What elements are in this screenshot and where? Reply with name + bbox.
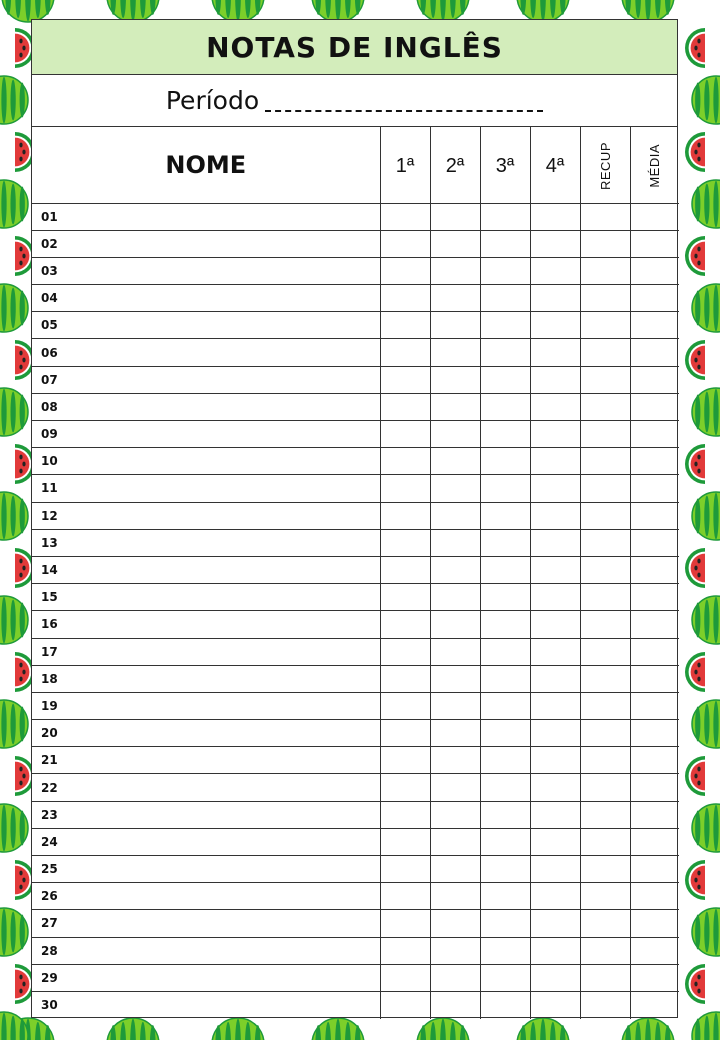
grade-term-1-cell[interactable]	[380, 611, 430, 638]
grade-term-4-cell[interactable]	[530, 801, 580, 828]
grade-recup-cell[interactable]	[580, 692, 630, 719]
grade-term-4-cell[interactable]	[530, 747, 580, 774]
watermelon-icon	[107, 1018, 159, 1040]
grade-term-3-cell[interactable]	[480, 828, 530, 855]
grade-media-cell[interactable]	[630, 393, 679, 420]
grade-term-2-cell[interactable]	[430, 747, 480, 774]
grade-term-1-cell[interactable]	[380, 257, 430, 284]
student-name-cell[interactable]: 17	[32, 638, 380, 665]
table-row	[32, 339, 679, 366]
watermelon-icon	[0, 1012, 28, 1040]
grade-term-3-cell[interactable]	[480, 339, 530, 366]
grade-term-1-cell[interactable]	[380, 801, 430, 828]
grade-term-4-cell[interactable]	[530, 964, 580, 991]
watermelon-slice-icon	[685, 340, 705, 380]
table-row	[32, 502, 679, 529]
header-media-label: MÉDIA	[647, 143, 663, 188]
grade-term-1-cell[interactable]	[380, 421, 430, 448]
student-name-cell[interactable]: 25	[32, 856, 380, 883]
grade-term-3-cell[interactable]	[480, 910, 530, 937]
grade-term-3-cell[interactable]	[480, 393, 530, 420]
watermelon-icon	[0, 492, 28, 540]
grade-term-3-cell[interactable]	[480, 720, 530, 747]
grade-term-2-cell[interactable]	[430, 556, 480, 583]
student-name-cell[interactable]: 23	[32, 801, 380, 828]
watermelon-icon	[692, 492, 720, 540]
grade-term-3-cell[interactable]	[480, 883, 530, 910]
grade-term-1-cell[interactable]	[380, 366, 430, 393]
grades-table	[32, 127, 679, 1019]
table-row	[32, 285, 679, 312]
grade-media-cell[interactable]	[630, 964, 679, 991]
header-term-3-label: 3ª	[495, 155, 515, 178]
grade-recup-cell[interactable]	[580, 720, 630, 747]
grade-term-2-cell[interactable]	[430, 366, 480, 393]
grade-term-4-cell[interactable]	[530, 502, 580, 529]
grade-media-cell[interactable]	[630, 529, 679, 556]
table-row	[32, 801, 679, 828]
grade-media-cell[interactable]	[630, 828, 679, 855]
grade-term-4-cell[interactable]	[530, 937, 580, 964]
header-term-2-label: 2ª	[445, 155, 465, 178]
grade-term-3-cell[interactable]	[480, 257, 530, 284]
grade-recup-cell[interactable]	[580, 991, 630, 1018]
grade-term-3-cell[interactable]	[480, 475, 530, 502]
grade-term-3-cell[interactable]	[480, 502, 530, 529]
grade-term-2-cell[interactable]	[430, 584, 480, 611]
grade-recup-cell[interactable]	[580, 230, 630, 257]
grade-media-cell[interactable]	[630, 285, 679, 312]
watermelon-slice-icon	[685, 28, 705, 68]
table-row	[32, 312, 679, 339]
header-name: NOME	[32, 127, 380, 203]
student-name-cell[interactable]: 05	[32, 312, 380, 339]
table-header-row	[32, 127, 679, 203]
watermelon-icon	[0, 180, 28, 228]
grade-term-4-cell[interactable]	[530, 475, 580, 502]
table-row	[32, 230, 679, 257]
grade-recup-cell[interactable]	[580, 203, 630, 230]
table-row	[32, 393, 679, 420]
grade-recup-cell[interactable]	[580, 529, 630, 556]
student-name-cell[interactable]: 04	[32, 285, 380, 312]
grade-recup-cell[interactable]	[580, 910, 630, 937]
grade-recup-cell[interactable]	[580, 502, 630, 529]
grade-media-cell[interactable]	[630, 366, 679, 393]
grade-term-1-cell[interactable]	[380, 856, 430, 883]
grade-term-2-cell[interactable]	[430, 203, 480, 230]
grade-term-2-cell[interactable]	[430, 883, 480, 910]
grade-recup-cell[interactable]	[580, 584, 630, 611]
grade-term-4-cell[interactable]	[530, 910, 580, 937]
grade-media-cell[interactable]	[630, 230, 679, 257]
grade-term-1-cell[interactable]	[380, 638, 430, 665]
grade-term-2-cell[interactable]	[430, 339, 480, 366]
grade-term-2-cell[interactable]	[430, 230, 480, 257]
student-name-cell[interactable]: 16	[32, 611, 380, 638]
student-name-cell[interactable]: 19	[32, 692, 380, 719]
watermelon-icon	[692, 700, 720, 748]
grade-term-2-cell[interactable]	[430, 720, 480, 747]
watermelon-slice-icon	[685, 444, 705, 484]
watermelon-icon	[692, 180, 720, 228]
grade-term-2-cell[interactable]	[430, 964, 480, 991]
grade-recup-cell[interactable]	[580, 448, 630, 475]
grade-term-4-cell[interactable]	[530, 828, 580, 855]
header-term-1-label: 1ª	[395, 155, 415, 178]
grade-media-cell[interactable]	[630, 421, 679, 448]
grade-media-cell[interactable]	[630, 883, 679, 910]
grade-term-4-cell[interactable]	[530, 529, 580, 556]
grade-term-1-cell[interactable]	[380, 910, 430, 937]
grade-term-2-cell[interactable]	[430, 828, 480, 855]
watermelon-icon	[692, 908, 720, 956]
watermelon-icon	[417, 1018, 469, 1040]
grade-media-cell[interactable]	[630, 747, 679, 774]
grade-term-1-cell[interactable]	[380, 665, 430, 692]
grade-term-1-cell[interactable]	[380, 883, 430, 910]
grade-recup-cell[interactable]	[580, 856, 630, 883]
grade-recup-cell[interactable]	[580, 257, 630, 284]
period-label: Período	[165, 86, 260, 115]
student-name-cell[interactable]: 06	[32, 339, 380, 366]
grade-term-2-cell[interactable]	[430, 692, 480, 719]
header-term-4	[530, 127, 580, 203]
grade-media-cell[interactable]	[630, 611, 679, 638]
table-row	[32, 257, 679, 284]
watermelon-icon	[0, 804, 28, 852]
grade-recup-cell[interactable]	[580, 801, 630, 828]
grade-term-1-cell[interactable]	[380, 964, 430, 991]
grade-term-1-cell[interactable]	[380, 475, 430, 502]
grade-recup-cell[interactable]	[580, 964, 630, 991]
table-row	[32, 529, 679, 556]
table-row	[32, 747, 679, 774]
table-row	[32, 665, 679, 692]
grade-term-4-cell[interactable]	[530, 393, 580, 420]
grade-sheet	[31, 19, 678, 1018]
grade-term-3-cell[interactable]	[480, 774, 530, 801]
grade-term-3-cell[interactable]	[480, 529, 530, 556]
grade-term-4-cell[interactable]	[530, 720, 580, 747]
table-row	[32, 910, 679, 937]
grade-term-2-cell[interactable]	[430, 611, 480, 638]
grade-recup-cell[interactable]	[580, 883, 630, 910]
grade-term-1-cell[interactable]	[380, 774, 430, 801]
grade-term-1-cell[interactable]	[380, 692, 430, 719]
grade-recup-cell[interactable]	[580, 774, 630, 801]
grade-term-1-cell[interactable]	[380, 937, 430, 964]
grade-recup-cell[interactable]	[580, 393, 630, 420]
grade-term-1-cell[interactable]	[380, 285, 430, 312]
grade-recup-cell[interactable]	[580, 366, 630, 393]
grade-term-1-cell[interactable]	[380, 828, 430, 855]
grade-recup-cell[interactable]	[580, 665, 630, 692]
table-row	[32, 991, 679, 1018]
grade-media-cell[interactable]	[630, 801, 679, 828]
grade-term-1-cell[interactable]	[380, 393, 430, 420]
grade-media-cell[interactable]	[630, 584, 679, 611]
grade-term-1-cell[interactable]	[380, 991, 430, 1018]
grade-term-4-cell[interactable]	[530, 556, 580, 583]
grade-media-cell[interactable]	[630, 556, 679, 583]
grade-media-cell[interactable]	[630, 856, 679, 883]
grade-term-4-cell[interactable]	[530, 421, 580, 448]
header-media	[630, 127, 679, 203]
table-row	[32, 475, 679, 502]
grade-term-3-cell[interactable]	[480, 203, 530, 230]
student-name-cell[interactable]: 02	[32, 230, 380, 257]
student-name-cell[interactable]: 30	[32, 991, 380, 1018]
watermelon-icon	[212, 1018, 264, 1040]
grade-term-4-cell[interactable]	[530, 312, 580, 339]
student-name-cell[interactable]: 22	[32, 774, 380, 801]
grade-term-3-cell[interactable]	[480, 584, 530, 611]
grade-media-cell[interactable]	[630, 339, 679, 366]
table-row	[32, 638, 679, 665]
watermelon-icon	[0, 388, 28, 436]
header-term-4-label: 4ª	[545, 155, 565, 178]
grade-media-cell[interactable]	[630, 910, 679, 937]
grade-recup-cell[interactable]	[580, 556, 630, 583]
grade-term-4-cell[interactable]	[530, 257, 580, 284]
watermelon-icon	[0, 908, 28, 956]
grade-term-4-cell[interactable]	[530, 665, 580, 692]
table-row	[32, 883, 679, 910]
grade-term-1-cell[interactable]	[380, 448, 430, 475]
grade-term-3-cell[interactable]	[480, 611, 530, 638]
grade-media-cell[interactable]	[630, 448, 679, 475]
student-name-cell[interactable]: 29	[32, 964, 380, 991]
watermelon-icon	[0, 284, 28, 332]
grade-term-4-cell[interactable]	[530, 366, 580, 393]
watermelon-icon	[692, 1012, 720, 1040]
table-row	[32, 828, 679, 855]
grade-term-1-cell[interactable]	[380, 312, 430, 339]
grade-term-3-cell[interactable]	[480, 991, 530, 1018]
table-row	[32, 937, 679, 964]
grade-recup-cell[interactable]	[580, 312, 630, 339]
watermelon-slice-icon	[685, 964, 705, 1004]
grade-term-3-cell[interactable]	[480, 312, 530, 339]
grade-media-cell[interactable]	[630, 203, 679, 230]
grade-term-4-cell[interactable]	[530, 230, 580, 257]
watermelon-slice-icon	[685, 548, 705, 588]
header-term-1	[380, 127, 430, 203]
header-term-3	[480, 127, 530, 203]
grade-recup-cell[interactable]	[580, 339, 630, 366]
grade-term-1-cell[interactable]	[380, 339, 430, 366]
grade-term-4-cell[interactable]	[530, 339, 580, 366]
watermelon-icon	[692, 284, 720, 332]
grade-term-3-cell[interactable]	[480, 285, 530, 312]
grade-term-3-cell[interactable]	[480, 556, 530, 583]
watermelon-icon	[0, 700, 28, 748]
table-row	[32, 774, 679, 801]
grade-term-1-cell[interactable]	[380, 747, 430, 774]
grade-media-cell[interactable]	[630, 937, 679, 964]
student-name-cell[interactable]: 20	[32, 720, 380, 747]
grade-term-2-cell[interactable]	[430, 421, 480, 448]
grade-term-3-cell[interactable]	[480, 448, 530, 475]
grade-term-4-cell[interactable]	[530, 991, 580, 1018]
grade-term-2-cell[interactable]	[430, 529, 480, 556]
header-term-2	[430, 127, 480, 203]
table-row	[32, 448, 679, 475]
student-name-cell[interactable]: 12	[32, 502, 380, 529]
table-row	[32, 720, 679, 747]
grade-term-1-cell[interactable]	[380, 203, 430, 230]
grade-term-4-cell[interactable]	[530, 774, 580, 801]
watermelon-icon	[692, 596, 720, 644]
watermelon-icon	[692, 804, 720, 852]
grade-term-1-cell[interactable]	[380, 720, 430, 747]
grade-term-2-cell[interactable]	[430, 665, 480, 692]
grade-media-cell[interactable]	[630, 774, 679, 801]
grade-term-3-cell[interactable]	[480, 937, 530, 964]
grade-recup-cell[interactable]	[580, 421, 630, 448]
grade-term-4-cell[interactable]	[530, 856, 580, 883]
student-name-cell[interactable]: 24	[32, 828, 380, 855]
grade-term-2-cell[interactable]	[430, 448, 480, 475]
grade-media-cell[interactable]	[630, 312, 679, 339]
grade-recup-cell[interactable]	[580, 475, 630, 502]
watermelon-icon	[0, 76, 28, 124]
period-row	[32, 75, 677, 127]
grade-term-3-cell[interactable]	[480, 665, 530, 692]
grade-media-cell[interactable]	[630, 720, 679, 747]
student-name-cell[interactable]: 14	[32, 556, 380, 583]
table-row	[32, 964, 679, 991]
grade-media-cell[interactable]	[630, 991, 679, 1018]
grade-term-3-cell[interactable]	[480, 856, 530, 883]
watermelon-icon	[517, 1018, 569, 1040]
grade-term-3-cell[interactable]	[480, 692, 530, 719]
header-recup-label: RECUP	[597, 141, 613, 190]
grade-term-2-cell[interactable]	[430, 257, 480, 284]
header-recup	[580, 127, 630, 203]
student-name-cell[interactable]: 15	[32, 584, 380, 611]
watermelon-slice-icon	[685, 132, 705, 172]
student-name-cell[interactable]: 08	[32, 393, 380, 420]
grade-media-cell[interactable]	[630, 502, 679, 529]
grade-term-2-cell[interactable]	[430, 502, 480, 529]
grade-term-2-cell[interactable]	[430, 910, 480, 937]
grade-term-4-cell[interactable]	[530, 285, 580, 312]
grade-term-2-cell[interactable]	[430, 774, 480, 801]
grade-media-cell[interactable]	[630, 257, 679, 284]
grade-term-3-cell[interactable]	[480, 747, 530, 774]
grade-media-cell[interactable]	[630, 638, 679, 665]
watermelon-slice-icon	[685, 860, 705, 900]
grade-media-cell[interactable]	[630, 692, 679, 719]
grade-recup-cell[interactable]	[580, 747, 630, 774]
table-row	[32, 584, 679, 611]
watermelon-icon	[0, 596, 28, 644]
student-name-cell[interactable]: 13	[32, 529, 380, 556]
grade-term-4-cell[interactable]	[530, 611, 580, 638]
grade-term-4-cell[interactable]	[530, 203, 580, 230]
grade-term-4-cell[interactable]	[530, 692, 580, 719]
table-row	[32, 692, 679, 719]
grade-term-3-cell[interactable]	[480, 801, 530, 828]
grade-recup-cell[interactable]	[580, 828, 630, 855]
grade-term-1-cell[interactable]	[380, 529, 430, 556]
grade-term-1-cell[interactable]	[380, 584, 430, 611]
student-name-cell[interactable]: 26	[32, 883, 380, 910]
grade-term-3-cell[interactable]	[480, 638, 530, 665]
grade-term-3-cell[interactable]	[480, 230, 530, 257]
watermelon-slice-icon	[685, 756, 705, 796]
grade-term-3-cell[interactable]	[480, 421, 530, 448]
grade-term-1-cell[interactable]	[380, 502, 430, 529]
grade-recup-cell[interactable]	[580, 285, 630, 312]
student-name-cell[interactable]: 01	[32, 203, 380, 230]
grade-recup-cell[interactable]	[580, 611, 630, 638]
grade-term-2-cell[interactable]	[430, 937, 480, 964]
grade-term-2-cell[interactable]	[430, 801, 480, 828]
student-name-cell[interactable]: 11	[32, 475, 380, 502]
grade-media-cell[interactable]	[630, 475, 679, 502]
grade-term-4-cell[interactable]	[530, 584, 580, 611]
watermelon-icon	[692, 388, 720, 436]
watermelon-icon	[312, 1018, 364, 1040]
grade-term-1-cell[interactable]	[380, 556, 430, 583]
grade-term-2-cell[interactable]	[430, 638, 480, 665]
watermelon-icon	[692, 76, 720, 124]
student-name-cell[interactable]: 03	[32, 257, 380, 284]
table-row	[32, 421, 679, 448]
grade-term-4-cell[interactable]	[530, 883, 580, 910]
student-name-cell[interactable]: 27	[32, 910, 380, 937]
table-row	[32, 366, 679, 393]
grade-term-3-cell[interactable]	[480, 366, 530, 393]
grade-term-4-cell[interactable]	[530, 448, 580, 475]
table-row	[32, 203, 679, 230]
grade-recup-cell[interactable]	[580, 937, 630, 964]
page-title: NOTAS DE INGLÊS	[32, 20, 677, 75]
grade-term-2-cell[interactable]	[430, 312, 480, 339]
grade-term-2-cell[interactable]	[430, 856, 480, 883]
grade-term-1-cell[interactable]	[380, 230, 430, 257]
grade-recup-cell[interactable]	[580, 638, 630, 665]
grade-term-4-cell[interactable]	[530, 638, 580, 665]
watermelon-slice-icon	[685, 236, 705, 276]
watermelon-icon	[622, 1018, 674, 1040]
grade-term-2-cell[interactable]	[430, 991, 480, 1018]
student-name-cell[interactable]: 28	[32, 937, 380, 964]
table-row	[32, 611, 679, 638]
grade-term-2-cell[interactable]	[430, 285, 480, 312]
period-blank-line[interactable]	[265, 108, 543, 112]
table-row	[32, 856, 679, 883]
student-name-cell[interactable]: 18	[32, 665, 380, 692]
grade-term-3-cell[interactable]	[480, 964, 530, 991]
grade-term-2-cell[interactable]	[430, 393, 480, 420]
grade-term-2-cell[interactable]	[430, 475, 480, 502]
watermelon-slice-icon	[685, 652, 705, 692]
table-row	[32, 556, 679, 583]
student-name-cell[interactable]: 10	[32, 448, 380, 475]
grade-media-cell[interactable]	[630, 665, 679, 692]
student-name-cell[interactable]: 21	[32, 747, 380, 774]
student-name-cell[interactable]: 09	[32, 421, 380, 448]
student-name-cell[interactable]: 07	[32, 366, 380, 393]
